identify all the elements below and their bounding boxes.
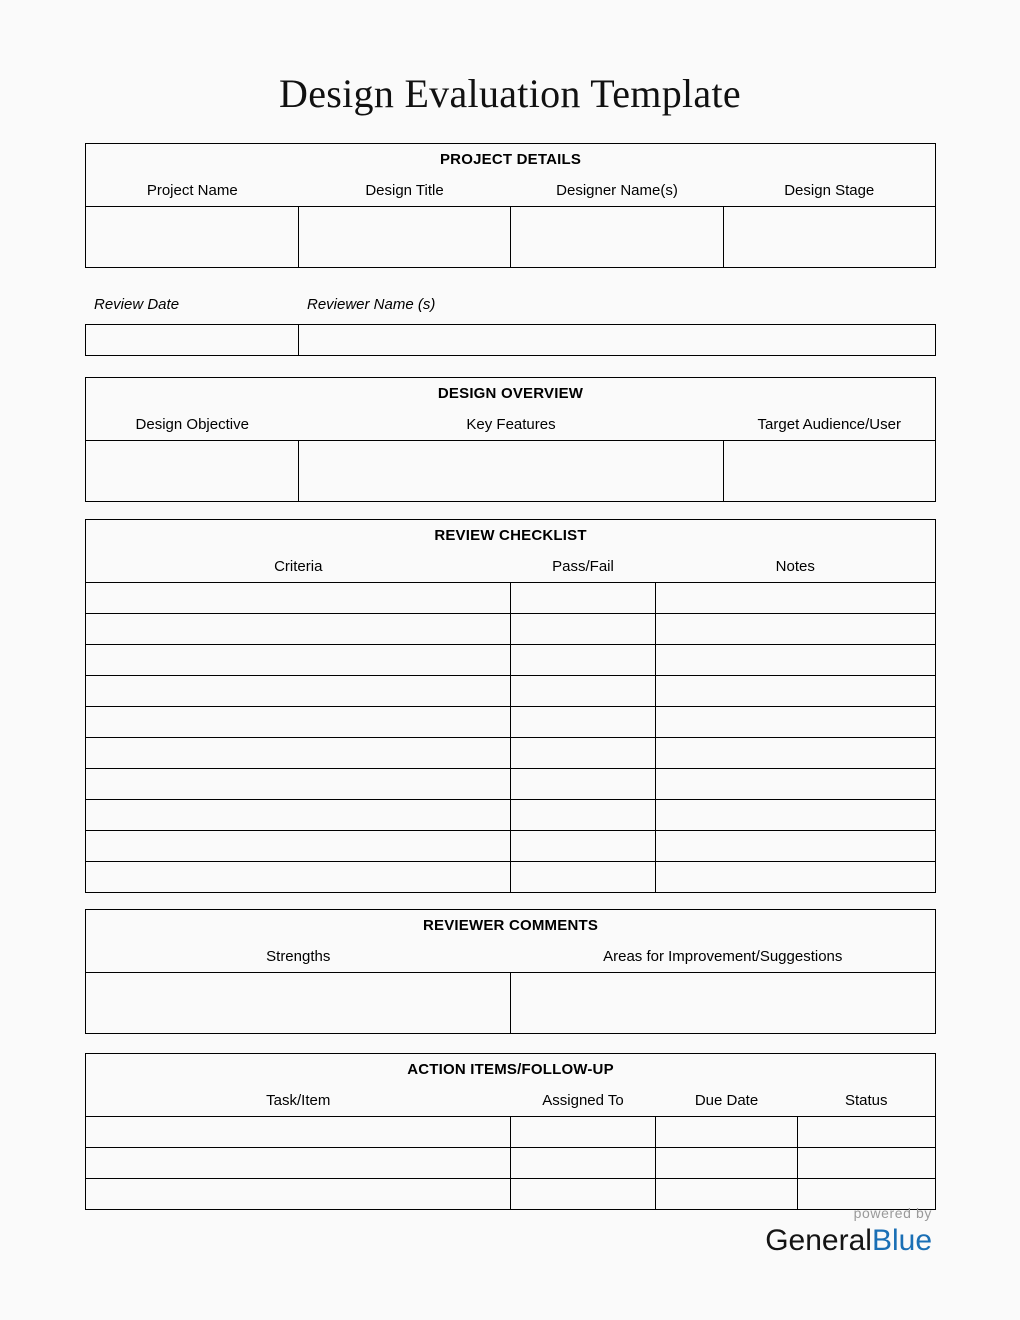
page-title: Design Evaluation Template xyxy=(279,71,741,116)
column-header-design-stage: Design Stage xyxy=(724,174,936,207)
input-cell-notes[interactable] xyxy=(656,645,936,676)
input-cell-pass-fail[interactable] xyxy=(511,645,656,676)
input-cell-design-stage[interactable] xyxy=(724,207,936,268)
table-band-row xyxy=(86,1054,936,1085)
input-cell-notes[interactable] xyxy=(656,614,936,645)
input-cell-assigned-to[interactable] xyxy=(511,1179,656,1210)
table-band-row xyxy=(86,378,936,409)
input-cell-notes[interactable] xyxy=(656,862,936,893)
input-cell-pass-fail[interactable] xyxy=(511,676,656,707)
review-info-table xyxy=(85,324,936,356)
action-items-table xyxy=(85,1053,936,1210)
input-cell-notes[interactable] xyxy=(656,769,936,800)
label-review-date: Review Date xyxy=(94,296,180,313)
column-header-design-objective: Design Objective xyxy=(86,408,299,441)
section-heading-reviewer-comments: REVIEWER COMMENTS xyxy=(86,910,936,941)
table-header-row xyxy=(86,1084,936,1117)
table-row xyxy=(86,614,936,645)
column-header-designer-names: Designer Name(s) xyxy=(511,174,724,207)
table-row xyxy=(86,325,936,356)
input-cell-designer-names[interactable] xyxy=(511,207,724,268)
input-cell-design-title[interactable] xyxy=(299,207,511,268)
input-cell-criteria[interactable] xyxy=(86,769,511,800)
input-cell-design-objective[interactable] xyxy=(86,441,299,502)
footer-branding xyxy=(765,1206,932,1256)
input-cell-target-audience[interactable] xyxy=(724,441,936,502)
table-row xyxy=(86,441,936,502)
table-row xyxy=(86,707,936,738)
table-row xyxy=(86,645,936,676)
column-header-notes: Notes xyxy=(656,550,936,583)
input-cell-strengths[interactable] xyxy=(86,973,511,1034)
column-header-due-date: Due Date xyxy=(656,1084,798,1117)
input-cell-criteria[interactable] xyxy=(86,738,511,769)
project-details-table xyxy=(85,143,936,268)
section-heading-review-checklist: REVIEW CHECKLIST xyxy=(86,520,936,551)
powered-by-label: powered by xyxy=(853,1205,932,1221)
input-cell-project-name[interactable] xyxy=(86,207,299,268)
section-heading-design-overview: DESIGN OVERVIEW xyxy=(86,378,936,409)
column-header-design-title: Design Title xyxy=(299,174,511,207)
table-row xyxy=(86,1179,936,1210)
table-row xyxy=(86,1148,936,1179)
table-header-row xyxy=(86,940,936,973)
column-header-key-features: Key Features xyxy=(299,408,724,441)
input-cell-status[interactable] xyxy=(798,1148,936,1179)
input-cell-due-date[interactable] xyxy=(656,1179,798,1210)
column-header-target-audience: Target Audience/User xyxy=(724,408,936,441)
input-cell-areas-for-improvement[interactable] xyxy=(511,973,936,1034)
input-cell-key-features[interactable] xyxy=(299,441,724,502)
brand-name-blue: Blue xyxy=(871,1224,932,1257)
table-row xyxy=(86,1117,936,1148)
input-cell-pass-fail[interactable] xyxy=(511,862,656,893)
design-overview-table xyxy=(85,377,936,502)
generalblue-logo xyxy=(765,1226,932,1256)
input-cell-notes[interactable] xyxy=(656,676,936,707)
input-cell-criteria[interactable] xyxy=(86,862,511,893)
input-cell-reviewer-name[interactable] xyxy=(299,325,936,356)
input-cell-task-item[interactable] xyxy=(86,1148,511,1179)
input-cell-pass-fail[interactable] xyxy=(511,738,656,769)
section-heading-action-items: ACTION ITEMS/FOLLOW-UP xyxy=(86,1054,936,1085)
input-cell-assigned-to[interactable] xyxy=(511,1117,656,1148)
table-row xyxy=(86,676,936,707)
input-cell-criteria[interactable] xyxy=(86,800,511,831)
input-cell-pass-fail[interactable] xyxy=(511,769,656,800)
input-cell-task-item[interactable] xyxy=(86,1117,511,1148)
input-cell-pass-fail[interactable] xyxy=(511,800,656,831)
column-header-project-name: Project Name xyxy=(86,174,299,207)
input-cell-notes[interactable] xyxy=(656,707,936,738)
input-cell-assigned-to[interactable] xyxy=(511,1148,656,1179)
table-row xyxy=(86,207,936,268)
input-cell-criteria[interactable] xyxy=(86,707,511,738)
input-cell-task-item[interactable] xyxy=(86,1179,511,1210)
input-cell-status[interactable] xyxy=(798,1117,936,1148)
column-header-status: Status xyxy=(798,1084,936,1117)
input-cell-pass-fail[interactable] xyxy=(511,583,656,614)
table-row xyxy=(86,862,936,893)
section-heading-project-details: PROJECT DETAILS xyxy=(86,144,936,175)
input-cell-criteria[interactable] xyxy=(86,831,511,862)
review-checklist-table xyxy=(85,519,936,893)
input-cell-notes[interactable] xyxy=(656,583,936,614)
table-row xyxy=(86,583,936,614)
table-row xyxy=(86,973,936,1034)
input-cell-criteria[interactable] xyxy=(86,676,511,707)
label-reviewer-name: Reviewer Name (s) xyxy=(307,296,436,313)
table-row xyxy=(86,769,936,800)
input-cell-due-date[interactable] xyxy=(656,1117,798,1148)
input-cell-notes[interactable] xyxy=(656,831,936,862)
table-row xyxy=(86,800,936,831)
column-header-strengths: Strengths xyxy=(86,940,511,973)
table-header-row xyxy=(86,408,936,441)
input-cell-pass-fail[interactable] xyxy=(511,831,656,862)
input-cell-notes[interactable] xyxy=(656,800,936,831)
input-cell-pass-fail[interactable] xyxy=(511,614,656,645)
review-info-labels xyxy=(85,296,935,320)
input-cell-notes[interactable] xyxy=(656,738,936,769)
table-row xyxy=(86,738,936,769)
input-cell-criteria[interactable] xyxy=(86,583,511,614)
column-header-assigned-to: Assigned To xyxy=(511,1084,656,1117)
table-header-row xyxy=(86,550,936,583)
brand-name-general: General xyxy=(765,1224,872,1257)
column-header-pass-fail: Pass/Fail xyxy=(511,550,656,583)
column-header-areas-for-improvement: Areas for Improvement/Suggestions xyxy=(511,940,936,973)
table-header-row xyxy=(86,174,936,207)
reviewer-comments-table xyxy=(85,909,936,1034)
input-cell-criteria[interactable] xyxy=(86,645,511,676)
column-header-task-item: Task/Item xyxy=(86,1084,511,1117)
table-band-row xyxy=(86,520,936,551)
input-cell-pass-fail[interactable] xyxy=(511,707,656,738)
input-cell-review-date[interactable] xyxy=(86,325,299,356)
column-header-criteria: Criteria xyxy=(86,550,511,583)
table-band-row xyxy=(86,144,936,175)
input-cell-due-date[interactable] xyxy=(656,1148,798,1179)
input-cell-criteria[interactable] xyxy=(86,614,511,645)
table-band-row xyxy=(86,910,936,941)
table-row xyxy=(86,831,936,862)
